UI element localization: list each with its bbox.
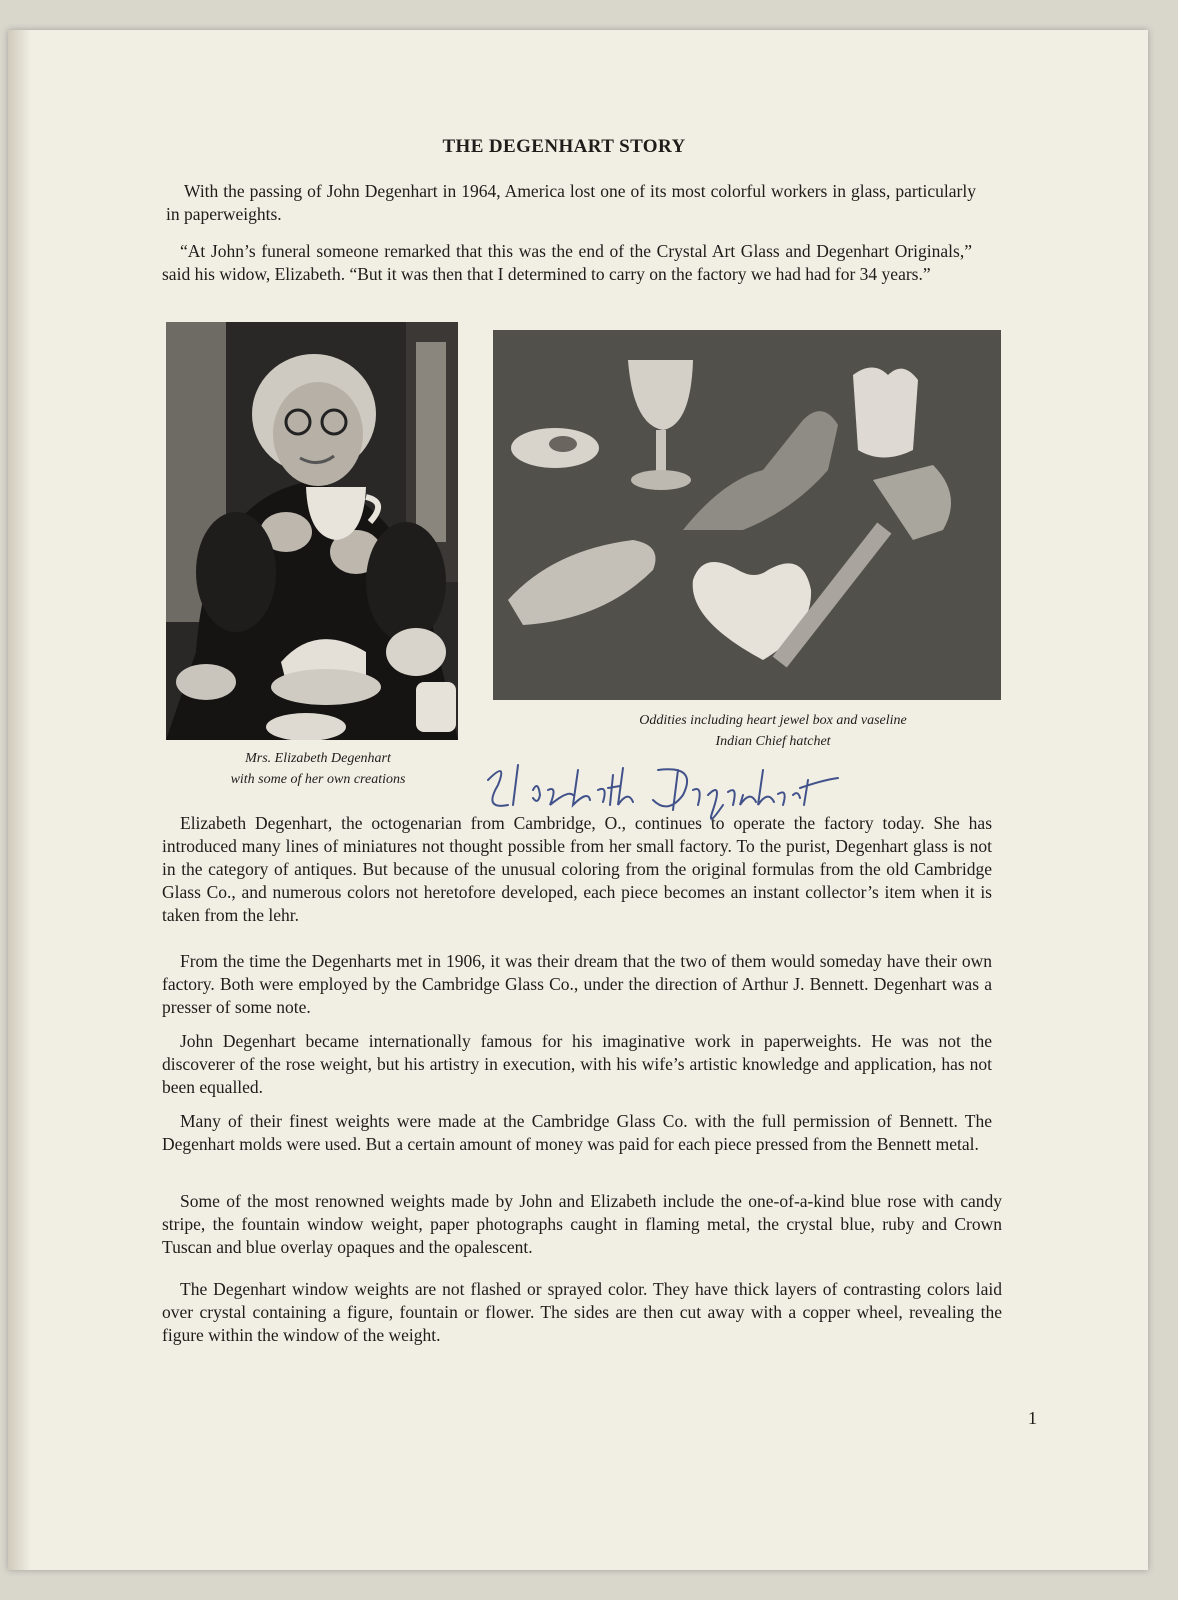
oddities-caption xyxy=(553,710,993,752)
page-spine-shadow xyxy=(8,30,30,1570)
body-paragraph-3: John Degenhart became internationally famous for his imaginative work in paperweights. He was not the discoverer of the rose weight, but his artistry in execution, with his wife’s artistic knowledge and application, has not been equalled. xyxy=(162,1031,992,1097)
page-number: 1 xyxy=(1028,1408,1037,1428)
page xyxy=(8,30,1148,1570)
portrait-caption-line-2: with some of her own creations xyxy=(230,772,406,787)
body-paragraph-4: Many of their finest weights were made at the Cambridge Glass Co. with the full permission of Bennett. The Degenhart molds were used. But a certain amount of money was paid for each piece pressed from the Bennett metal. xyxy=(162,1111,992,1154)
body-paragraph-6: The Degenhart window weights are not flashed or sprayed color. They have thick layers of contrasting colors laid over crystal containing a figure, fountain or flower. The sides are then cut away with a copper wheel, revealing the figure within the window of the weight. xyxy=(162,1279,1002,1345)
intro-paragraph-2: “At John’s funeral someone remarked that this was the end of the Crystal Art Glass and Degenhart Originals,” said his widow, Elizabeth. “But it was then that I determined to carry on the factory we had had for 34 years.” xyxy=(162,241,972,284)
oddities-photo xyxy=(493,330,1001,700)
portrait-caption-line-1: Mrs. Elizabeth Degenhart xyxy=(245,751,391,766)
intro-paragraph-1: With the passing of John Degenhart in 1964, America lost one of its most colorful workers in glass, particularly in paperweights. xyxy=(166,181,976,224)
portrait-photo xyxy=(166,322,458,740)
portrait-caption xyxy=(173,748,463,790)
oddities-caption-line-2: Indian Chief hatchet xyxy=(715,734,831,749)
body-paragraph-1: Elizabeth Degenhart, the octogenarian from Cambridge, O., continues to operate the factory today. She has introduced many lines of miniatures not thought possible from her small factory. To the purist, Degenhart glass is not in the category of antiques. But because of the unusual coloring from the original formulas from the old Cambridge Glass Co., and numerous colors not heretofore developed, each piece becomes an instant collector’s item when it is taken from the lehr. xyxy=(162,813,992,925)
body-paragraph-2: From the time the Degenharts met in 1906, it was their dream that the two of them would someday have their own factory. Both were employed by the Cambridge Glass Co., under the direction of Arthur J. Bennett. Degenhart was a presser of some note. xyxy=(162,951,992,1017)
oddities-caption-line-1: Oddities including heart jewel box and vaseline xyxy=(639,713,907,728)
body-paragraph-5: Some of the most renowned weights made by John and Elizabeth include the one-of-a-kind blue rose with candy stripe, the fountain window weight, paper photographs caught in flaming metal, the crystal blue, ruby and Crown Tuscan and blue overlay opaques and the opalescent. xyxy=(162,1191,1002,1257)
oddities-illustration xyxy=(493,330,1001,700)
portrait-illustration xyxy=(166,322,458,740)
page-title: THE DEGENHART STORY xyxy=(442,136,686,157)
